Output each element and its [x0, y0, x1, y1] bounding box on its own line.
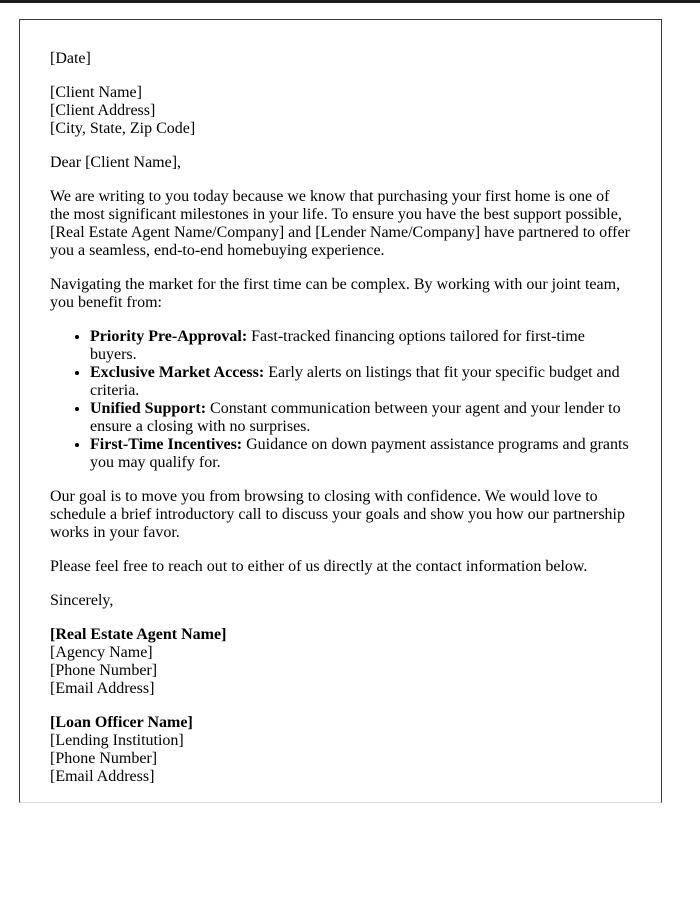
- signature-block-lender: [50, 714, 631, 786]
- signature-line: [Agency Name]: [50, 644, 153, 661]
- benefits-list: [50, 328, 631, 472]
- contact-paragraph: Please feel free to reach out to either of us directly at the contact information below.: [50, 558, 588, 575]
- benefit-label: Unified Support:: [90, 400, 207, 417]
- recipient-block: [50, 84, 631, 138]
- benefit-label: First-Time Incentives:: [90, 436, 243, 453]
- closing: Sincerely,: [50, 592, 114, 609]
- benefit-label: Priority Pre-Approval:: [90, 328, 248, 345]
- recipient-line: [Client Name]: [50, 84, 142, 101]
- date-placeholder: [Date]: [50, 50, 91, 67]
- benefit-item: [90, 328, 631, 364]
- benefit-item: [90, 364, 631, 400]
- benefit-item: [90, 436, 631, 472]
- signature-name: [Real Estate Agent Name]: [50, 626, 227, 643]
- signature-line: [Phone Number]: [50, 662, 158, 679]
- signature-block-agent: [50, 626, 631, 698]
- recipient-line: [Client Address]: [50, 102, 156, 119]
- intro-paragraph: We are writing to you today because we know that purchasing your first home is one of the most significant milestones in your life. To ensure you have the best support possible, [Real Estate Agent Name/Company] and [Lender Name/Company] have partnered to offer you a seamless, end-to-end homebuying experience.: [50, 188, 630, 259]
- benefit-text: Fast-tracked financing options tailored for first-time buyers.: [90, 328, 585, 363]
- top-border-bar: [0, 0, 700, 3]
- benefit-label: Exclusive Market Access:: [90, 364, 265, 381]
- signature-name: [Loan Officer Name]: [50, 714, 193, 731]
- benefit-text: Early alerts on listings that fit your specific budget and criteria.: [90, 364, 620, 399]
- salutation: Dear [Client Name],: [50, 154, 182, 171]
- signature-line: [Email Address]: [50, 768, 155, 785]
- signature-line: [Lending Institution]: [50, 732, 184, 749]
- benefit-item: [90, 400, 631, 436]
- benefit-text: Guidance on down payment assistance programs and grants you may qualify for.: [90, 436, 629, 471]
- benefit-text: Constant communication between your agent and your lender to ensure a closing with no surprises.: [90, 400, 621, 435]
- recipient-line: [City, State, Zip Code]: [50, 120, 196, 137]
- letter-document: [19, 19, 662, 803]
- goal-paragraph: Our goal is to move you from browsing to closing with confidence. We would love to schedule a brief introductory call to discuss your goals and show you how our partnership works in your favor.: [50, 488, 625, 541]
- signature-line: [Email Address]: [50, 680, 155, 697]
- benefits-lead-paragraph: Navigating the market for the first time can be complex. By working with our joint team, you benefit from:: [50, 276, 621, 311]
- signature-line: [Phone Number]: [50, 750, 158, 767]
